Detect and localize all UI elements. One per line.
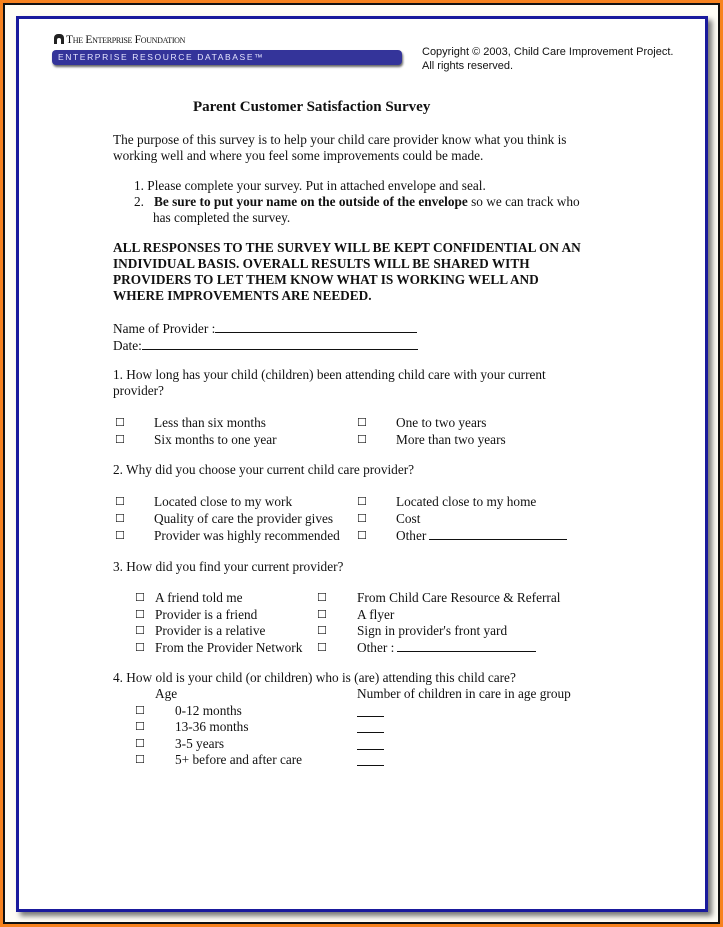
option-label bbox=[396, 511, 420, 527]
age-label: 0-12 months bbox=[175, 703, 242, 718]
age-header: Age bbox=[155, 686, 178, 701]
option-text: Quality of care the provider gives bbox=[154, 511, 334, 526]
notice-line: ALL RESPONSES TO THE SURVEY WILL BE KEPT CONFIDENTIAL ON AN bbox=[113, 240, 581, 255]
copyright-line: Copyright © 2003, Child Care Improvement Project. bbox=[422, 46, 674, 58]
option-text: Located close to my home bbox=[396, 494, 537, 509]
option-label bbox=[155, 607, 257, 623]
option-label bbox=[154, 494, 292, 510]
option-checkbox[interactable]: ☐ bbox=[115, 512, 125, 525]
q3-text: 3. How did you find your current provider? bbox=[113, 559, 344, 574]
q4-text: 4. How old is your child (or children) who is (are) attending this child care? bbox=[113, 670, 516, 685]
notice-line: WHERE IMPROVEMENTS ARE NEEDED. bbox=[113, 288, 372, 303]
enterprise-foundation-logo bbox=[54, 34, 185, 46]
option-text: Other : bbox=[357, 640, 395, 655]
option-text: One to two years bbox=[396, 415, 487, 430]
option-checkbox[interactable]: ☐ bbox=[135, 591, 145, 604]
step-1: 1. Please complete your survey. Put in attached envelope and seal. bbox=[134, 178, 486, 193]
option-checkbox[interactable]: ☐ bbox=[135, 641, 145, 654]
option-label bbox=[357, 623, 507, 639]
page-title: Parent Customer Satisfaction Survey bbox=[193, 99, 431, 115]
step-rest: so we can track who bbox=[467, 194, 580, 209]
age-checkbox[interactable]: ☐ bbox=[135, 704, 145, 717]
option-text: Less than six months bbox=[154, 415, 266, 430]
option-checkbox[interactable]: ☐ bbox=[357, 529, 367, 542]
notice-line: INDIVIDUAL BASIS. OVERALL RESULTS WILL BE SHARED WITH bbox=[113, 256, 530, 271]
other-field[interactable] bbox=[397, 640, 536, 652]
option-text: Located close to my work bbox=[154, 494, 293, 509]
option-checkbox[interactable]: ☐ bbox=[115, 433, 125, 446]
option-text: Six months to one year bbox=[154, 432, 277, 447]
option-text: Provider was highly recommended bbox=[154, 528, 340, 543]
count-field[interactable] bbox=[357, 716, 384, 717]
age-label: 13-36 months bbox=[175, 719, 249, 734]
option-checkbox[interactable]: ☐ bbox=[357, 416, 367, 429]
age-checkbox[interactable]: ☐ bbox=[135, 720, 145, 733]
option-text: Provider is a relative bbox=[155, 623, 266, 638]
resource-database-band: ENTERPRISE RESOURCE DATABASE™ bbox=[52, 50, 402, 65]
provider-label: Name of Provider : bbox=[113, 321, 216, 336]
date-label: Date: bbox=[113, 338, 142, 353]
q2-text: 2. Why did you choose your current child care provider? bbox=[113, 462, 415, 477]
notice-line: PROVIDERS TO LET THEM KNOW WHAT IS WORKING WELL AND bbox=[113, 272, 539, 287]
option-checkbox[interactable]: ☐ bbox=[115, 529, 125, 542]
copyright bbox=[422, 46, 673, 73]
q1-text: 1. How long has your child (children) been attending child care with your current bbox=[113, 367, 546, 382]
option-label bbox=[155, 640, 302, 656]
intro-line: The purpose of this survey is to help your child care provider know what you think is bbox=[113, 132, 567, 147]
option-label bbox=[154, 432, 277, 448]
option-checkbox[interactable]: ☐ bbox=[317, 624, 327, 637]
option-checkbox[interactable]: ☐ bbox=[357, 512, 367, 525]
step-2-line2: has completed the survey. bbox=[153, 210, 291, 225]
option-checkbox[interactable]: ☐ bbox=[357, 433, 367, 446]
option-checkbox[interactable]: ☐ bbox=[115, 495, 125, 508]
arch-logo-icon bbox=[54, 34, 64, 44]
option-text: A friend told me bbox=[155, 590, 243, 605]
date-field[interactable] bbox=[113, 338, 418, 354]
option-text: More than two years bbox=[396, 432, 506, 447]
option-label bbox=[155, 590, 243, 606]
count-field[interactable] bbox=[357, 765, 384, 766]
age-checkbox[interactable]: ☐ bbox=[135, 737, 145, 750]
option-label bbox=[357, 590, 560, 606]
option-label bbox=[154, 415, 266, 431]
option-checkbox[interactable]: ☐ bbox=[135, 624, 145, 637]
option-label bbox=[155, 623, 265, 639]
count-field[interactable] bbox=[357, 749, 384, 750]
step-number: 2. bbox=[134, 194, 144, 209]
option-label bbox=[357, 640, 536, 656]
count-header: Number of children in care in age group bbox=[357, 686, 571, 701]
intro-line: working well and where you feel some improvements could be made. bbox=[113, 148, 484, 163]
option-text: Cost bbox=[396, 511, 421, 526]
option-text: Provider is a friend bbox=[155, 607, 258, 622]
count-field[interactable] bbox=[357, 732, 384, 733]
step-bold: Be sure to put your name on the outside of the envelope bbox=[153, 194, 468, 209]
option-checkbox[interactable]: ☐ bbox=[115, 416, 125, 429]
age-label: 3-5 years bbox=[175, 736, 225, 751]
option-label bbox=[396, 432, 506, 448]
option-text: A flyer bbox=[357, 607, 395, 622]
option-label bbox=[357, 607, 394, 623]
option-label bbox=[154, 511, 333, 527]
option-text: From the Provider Network bbox=[155, 640, 303, 655]
option-text: From Child Care Resource & Referral bbox=[357, 590, 561, 605]
option-checkbox[interactable]: ☐ bbox=[317, 641, 327, 654]
logo-text: The Enterprise Foundation bbox=[66, 34, 186, 46]
option-text: Sign in provider's front yard bbox=[357, 623, 508, 638]
option-checkbox[interactable]: ☐ bbox=[317, 608, 327, 621]
option-text: Other bbox=[396, 528, 427, 543]
option-checkbox[interactable]: ☐ bbox=[357, 495, 367, 508]
option-label bbox=[396, 528, 567, 544]
step-2 bbox=[134, 194, 580, 210]
option-label bbox=[154, 528, 340, 544]
other-field[interactable] bbox=[429, 528, 567, 540]
age-checkbox[interactable]: ☐ bbox=[135, 753, 145, 766]
option-label bbox=[396, 494, 536, 510]
provider-name-field[interactable] bbox=[113, 321, 417, 337]
age-label: 5+ before and after care bbox=[175, 752, 303, 767]
option-checkbox[interactable]: ☐ bbox=[135, 608, 145, 621]
q1-text: provider? bbox=[113, 383, 164, 398]
option-checkbox[interactable]: ☐ bbox=[317, 591, 327, 604]
copyright-line: All rights reserved. bbox=[422, 59, 514, 72]
option-label bbox=[396, 415, 486, 431]
